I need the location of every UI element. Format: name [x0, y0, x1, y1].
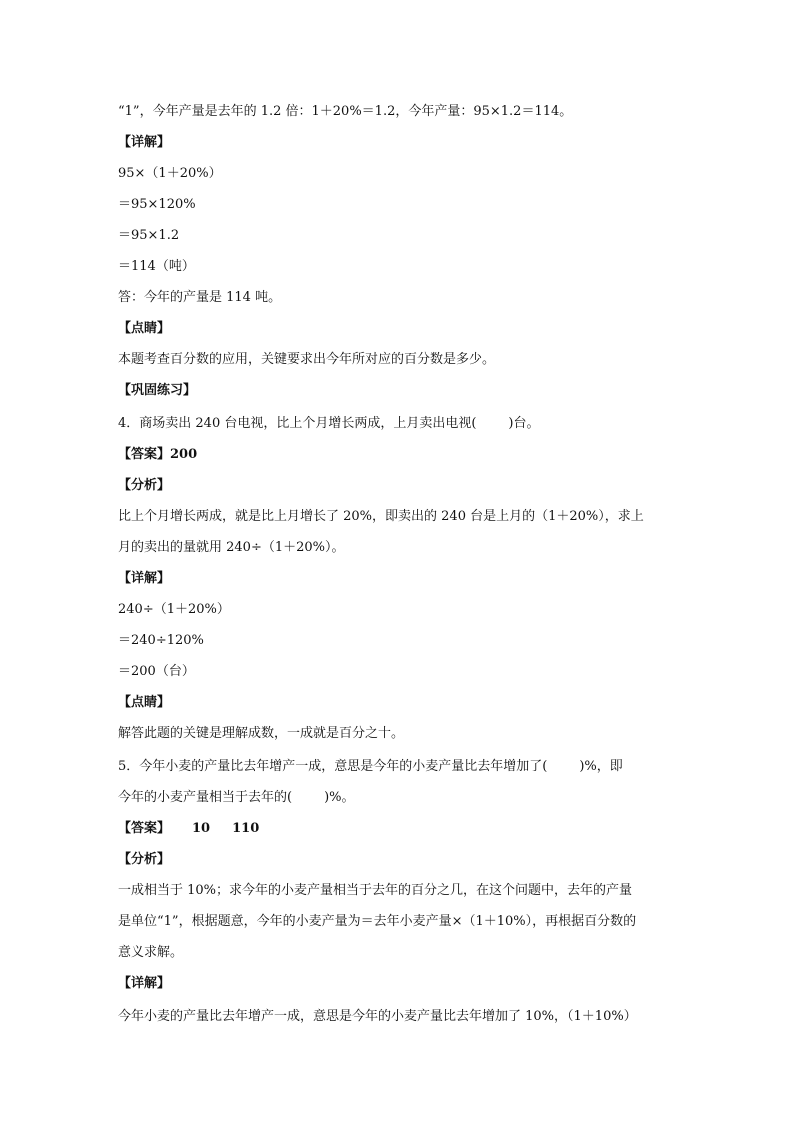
math-line: ＝200（台） [118, 664, 195, 679]
section-heading-comment: 【点睛】 [118, 695, 171, 710]
question-text: 4．商场卖出 240 台电视，比上个月增长两成，上月卖出电视( [118, 416, 477, 431]
text-line: 一成相当于 10%；求今年的小麦产量相当于去年的百分之几，在这个问题中，去年的产量 [118, 883, 633, 898]
section-heading-practice: 【巩固练习】 [118, 383, 197, 398]
question-text: )%，即 [579, 759, 623, 774]
answer-value: 10 [192, 821, 211, 836]
math-line: ＝240÷120% [118, 633, 204, 648]
question-text: 今年的小麦产量相当于去年的( [118, 790, 293, 805]
section-heading-detail: 【详解】 [118, 976, 171, 991]
section-heading-analysis: 【分析】 [118, 478, 171, 493]
question-text: )台。 [508, 416, 540, 431]
text-line: 本题考查百分数的应用，关键要求出今年所对应的百分数是多少。 [118, 352, 496, 367]
text-line: 解答此题的关键是理解成数，一成就是百分之十。 [118, 726, 405, 741]
text-line: 意义求解。 [118, 945, 184, 960]
text-line: “1”，今年产量是去年的 1.2 倍：1＋20%＝1.2，今年产量：95×1.2＝114。 [118, 104, 573, 119]
text-line: 比上个月增长两成，就是比上月增长了 20%，即卖出的 240 台是上月的（1＋20%），求上 [118, 509, 644, 524]
math-line: ＝95×120% [118, 197, 196, 212]
math-line: ＝95×1.2 [118, 228, 180, 243]
question-4 [118, 416, 540, 432]
answer-value: 110 [232, 821, 260, 836]
section-heading-detail: 【详解】 [118, 571, 171, 586]
math-line: 95×（1＋20%） [118, 166, 222, 181]
section-heading-analysis: 【分析】 [118, 852, 171, 867]
math-line: 240÷（1＋20%） [118, 602, 230, 617]
text-line: 是单位“1”，根据题意，今年的小麦产量为＝去年小麦产量×（1＋10%），再根据百分数的 [118, 914, 637, 929]
question-5-continued [118, 790, 355, 806]
text-line: 今年小麦的产量比去年增产一成，意思是今年的小麦产量比去年增加了 10%，（1＋10%） [118, 1009, 637, 1024]
text-line: 月的卖出的量就用 240÷（1＋20%）。 [118, 540, 345, 555]
answer-label: 【答案】 [118, 821, 171, 836]
section-heading-comment: 【点睛】 [118, 321, 171, 336]
question-5 [118, 759, 623, 775]
answer-line [118, 821, 259, 837]
math-line: ＝114（吨） [118, 259, 195, 274]
section-heading-detail: 【详解】 [118, 135, 171, 150]
question-text: )%。 [324, 790, 355, 805]
question-text: 5．今年小麦的产量比去年增产一成，意思是今年的小麦产量比去年增加了( [118, 759, 548, 774]
answer-line: 答：今年的产量是 114 吨。 [118, 290, 282, 305]
answer-line: 【答案】200 [118, 447, 198, 462]
